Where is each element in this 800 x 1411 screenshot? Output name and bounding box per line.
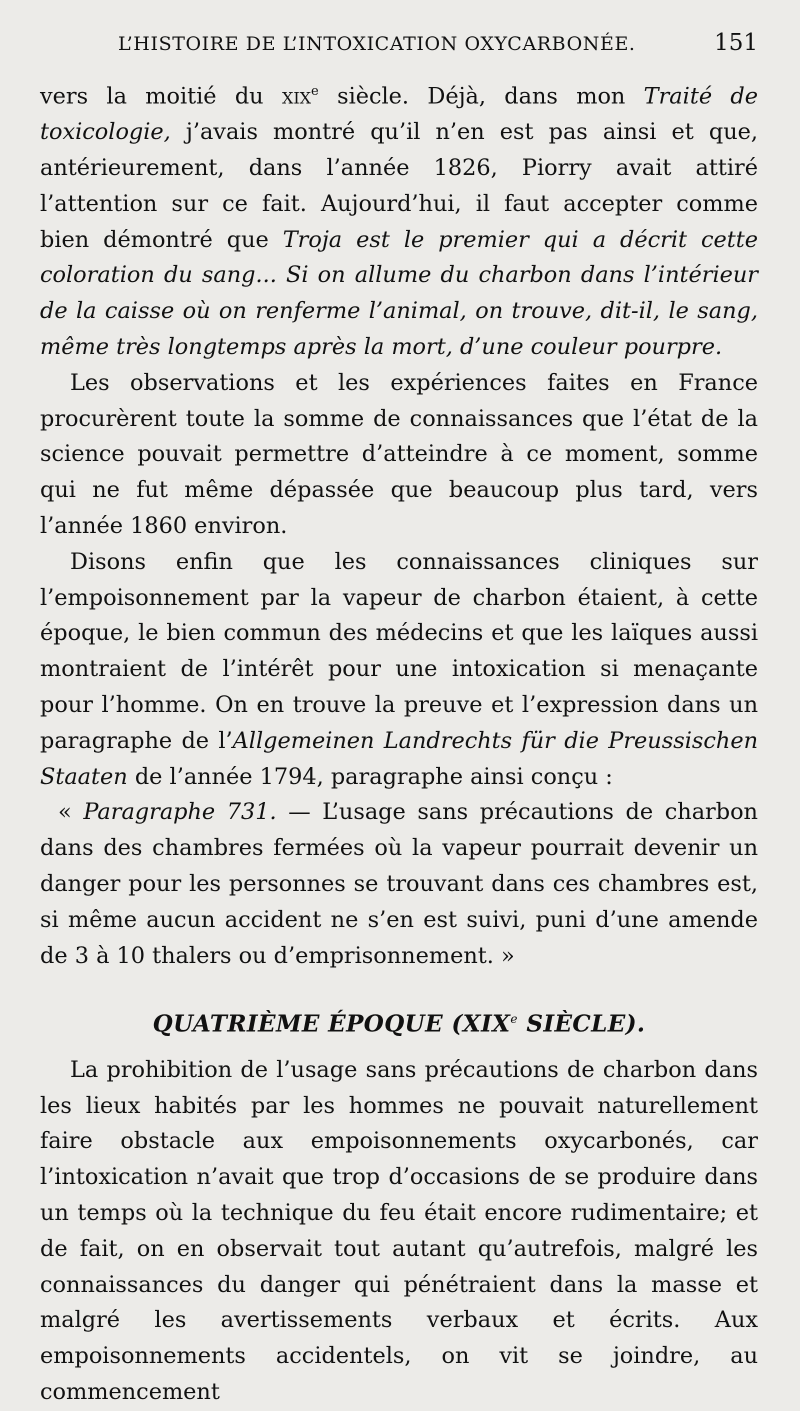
section-title-a: QUATRIÈME ÉPOQUE (XIX (152, 1011, 511, 1039)
book-title: Traité de toxicologie, (40, 83, 758, 146)
century-roman: xix (281, 83, 312, 110)
paragraph-2: Les observations et les expériences faites en France procurèrent toute la somme de connaissances que l’état de la science pouvait permettre d’atteindre à ce moment, somme qui ne fut même dépassée que beaucoup plus tard, vers l’année 1860 environ. (40, 369, 758, 540)
paragraph-731-text: — L’usage sans précautions de charbon dans des chambres fermées où la vapeur pourrait devenir un danger pour les personnes se trouvant dans ces chambres est, si même aucun accident ne s’en est suivi, puni d’une amende de 3 à 10 thalers ou d’emprisonnement. » (40, 799, 758, 969)
page-number: 151 (714, 30, 758, 56)
paragraph-4 (40, 795, 758, 974)
paragraph-label: Paragraphe 731. (83, 799, 277, 826)
section-title-b: SIÈCLE). (517, 1011, 646, 1039)
p3-text-2: de l’année 1794, paragraphe ainsi conçu : (127, 763, 613, 790)
paragraph-3 (40, 545, 758, 796)
running-head (40, 30, 758, 74)
troja-quote: Troja est le premier qui a décrit cette coloration du sang... Si on allume du charbon dans l’intérieur de la caisse où on renferme l’animal, on trouve, dit-il, le sang, même très longtemps après la mort, d’une couleur pourpre. (40, 226, 758, 361)
law-title: Allgemeinen Landrechts für die Preussischen Staaten (40, 727, 758, 790)
running-title: L’HISTOIRE DE L’INTOXICATION OXYCARBONÉE. (118, 33, 636, 55)
p3-text-1: Disons enfin que les connaissances cliniques sur l’empoisonnement par la vapeur de charbon étaient, à cette époque, le bien commun des médecins et que les laïques aussi montraient de l’intérêt pour une intoxication si menaçante pour l’homme. On en trouve la preuve et l’expression dans un paragraphe de l’ (40, 548, 758, 754)
paragraph-1 (40, 74, 758, 366)
paragraph-5: La prohibition de l’usage sans précautions de charbon dans les lieux habités par les hommes ne pouvait naturellement faire obstacle aux empoisonnements oxycarbonés, car l’intoxication n’avait que trop d’occasions de se produire dans un temps où la technique du feu était encore rudimentaire; et de fait, on en observait tout autant qu’autrefois, malgré les connaissances du danger qui pénétraient dans la masse et malgré les avertissements verbaux et écrits. Aux empoisonnements accidentels, on vit se joindre, au commencement (40, 1056, 758, 1406)
section-heading (40, 1002, 758, 1042)
quote-open: « (58, 799, 84, 826)
p1-text-2: siècle. Déjà, dans mon (318, 83, 644, 110)
p1-text-3: j’avais montré qu’il n’en est pas ainsi et que, antérieurement, dans l’année 1826, Piorry avait attiré l’attention sur ce fait. Aujourd’hui, il faut accepter comme bien démontré que (40, 119, 758, 253)
p1-text-1: vers la moitié du (40, 83, 282, 110)
section-title-sup: e (510, 1012, 518, 1027)
body-text (40, 74, 758, 1411)
century-sup: e (311, 84, 319, 99)
